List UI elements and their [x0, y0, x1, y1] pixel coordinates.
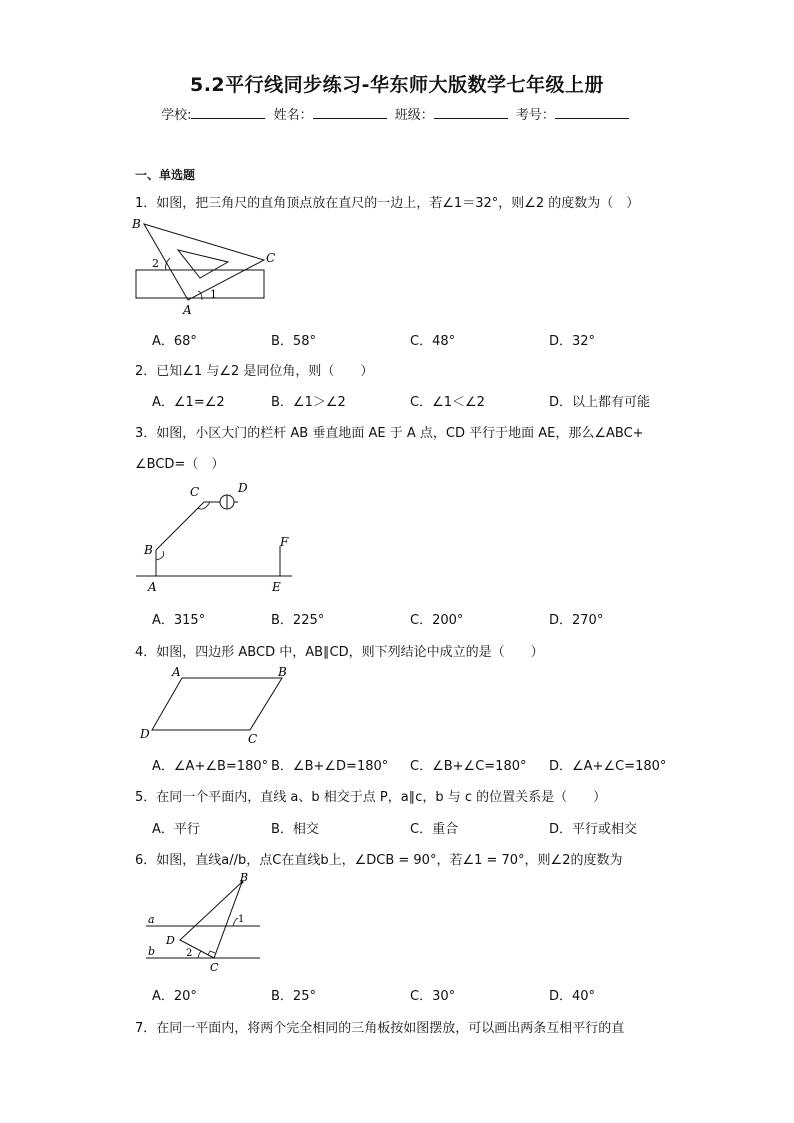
q1-option-b[interactable]: B．58°	[271, 334, 316, 349]
q4-option-c[interactable]: C．∠B+∠C=180°	[410, 759, 527, 774]
name-blank[interactable]	[313, 106, 387, 119]
q2-option-a[interactable]: A．∠1=∠2	[152, 395, 225, 410]
page-title: 5.2平行线同步练习-华东师大版数学七年级上册	[189, 74, 605, 96]
question-4-figure	[136, 664, 296, 746]
fig3-label-B: B	[144, 543, 153, 557]
name-label: 姓名：	[273, 108, 313, 123]
question-3-stem: 3．如图，小区大门的栏杆 AB 垂直地面 AE 于 A 点，CD 平行于地面 AE，那么∠ABC+	[135, 426, 644, 441]
fig1-label-C: C	[266, 251, 276, 265]
school-label: 学校:	[161, 108, 192, 123]
fig6-label-angle-2: 2	[186, 948, 193, 959]
question-6-figure	[142, 872, 266, 976]
q4-option-d[interactable]: D．∠A+∠C=180°	[549, 759, 667, 774]
q5-option-c[interactable]: C．重合	[410, 822, 459, 837]
q6-option-b[interactable]: B．25°	[271, 989, 316, 1004]
question-1-stem: 1．如图，把三角尺的直角顶点放在直尺的一边上，若∠1＝32°，则∠2 的度数为（ ）	[135, 196, 640, 211]
q3-option-b[interactable]: B．225°	[271, 613, 325, 628]
question-5-stem: 5．在同一个平面内，直线 a、b 相交于点 P，a∥c，b 与 c 的位置关系是（ ）	[135, 790, 607, 805]
q3-option-c[interactable]: C．200°	[410, 613, 464, 628]
fig1-label-angle-1: 1	[210, 288, 217, 301]
question-3-figure	[132, 478, 302, 596]
fig6-label-D: D	[166, 934, 175, 947]
q5-option-a[interactable]: A．平行	[152, 822, 200, 837]
class-blank[interactable]	[434, 106, 508, 119]
q6-option-c[interactable]: C．30°	[410, 989, 456, 1004]
q4-option-b[interactable]: B．∠B+∠D=180°	[271, 759, 389, 774]
q3-option-a[interactable]: A．315°	[152, 613, 206, 628]
fig6-label-B: B	[240, 872, 249, 884]
fig4-label-C: C	[248, 732, 258, 746]
fig3-label-E: E	[272, 580, 281, 594]
question-7-stem: 7．在同一平面内，将两个完全相同的三角板按如图摆放，可以画出两条互相平行的直	[135, 1021, 625, 1036]
fig6-label-angle-1: 1	[238, 914, 245, 925]
q5-option-d[interactable]: D．平行或相交	[549, 822, 638, 837]
q5-option-b[interactable]: B．相交	[271, 822, 319, 837]
class-label: 班级：	[394, 108, 434, 123]
section-heading: 一、单选题	[135, 168, 196, 182]
fig3-label-A: A	[148, 580, 157, 594]
q2-option-c[interactable]: C．∠1＜∠2	[410, 395, 485, 410]
q1-option-c[interactable]: C．48°	[410, 334, 456, 349]
question-3-stem-continued: ∠BCD=（ ）	[135, 457, 225, 472]
fig1-label-angle-2: 2	[152, 257, 159, 270]
q2-option-b[interactable]: B．∠1＞∠2	[271, 395, 346, 410]
q1-option-a[interactable]: A．68°	[152, 334, 197, 349]
q6-option-a[interactable]: A．20°	[152, 989, 197, 1004]
fig6-label-b: b	[148, 945, 156, 958]
q3-option-d[interactable]: D．270°	[549, 613, 604, 628]
fig3-label-D: D	[238, 481, 248, 495]
student-info-row	[0, 104, 794, 123]
question-6-stem: 6．如图，直线a//b，点C在直线b上，∠DCB = 90°，若∠1 = 70°，则∠2的度数为	[135, 853, 623, 868]
question-4-stem: 4．如图，四边形 ABCD 中，AB∥CD，则下列结论中成立的是（ ）	[135, 645, 544, 660]
fig6-label-C: C	[210, 961, 219, 974]
fig4-label-A: A	[172, 665, 181, 679]
exam-number-blank[interactable]	[555, 106, 629, 119]
school-blank[interactable]	[191, 106, 265, 119]
exam-number-label: 考号：	[515, 108, 555, 123]
fig4-label-D: D	[140, 727, 150, 741]
fig3-label-F: F	[280, 535, 289, 549]
q4-option-a[interactable]: A．∠A+∠B=180°	[152, 759, 269, 774]
fig1-label-B: B	[132, 217, 141, 231]
question-1-figure	[128, 212, 288, 318]
fig4-label-B: B	[278, 665, 287, 679]
q6-option-d[interactable]: D．40°	[549, 989, 596, 1004]
q1-option-d[interactable]: D．32°	[549, 334, 596, 349]
fig1-label-A: A	[183, 303, 192, 317]
question-2-stem: 2．已知∠1 与∠2 是同位角，则（ ）	[135, 364, 374, 379]
q2-option-d[interactable]: D．以上都有可能	[549, 395, 651, 410]
fig3-label-C: C	[190, 485, 200, 499]
fig6-label-a: a	[148, 913, 155, 926]
